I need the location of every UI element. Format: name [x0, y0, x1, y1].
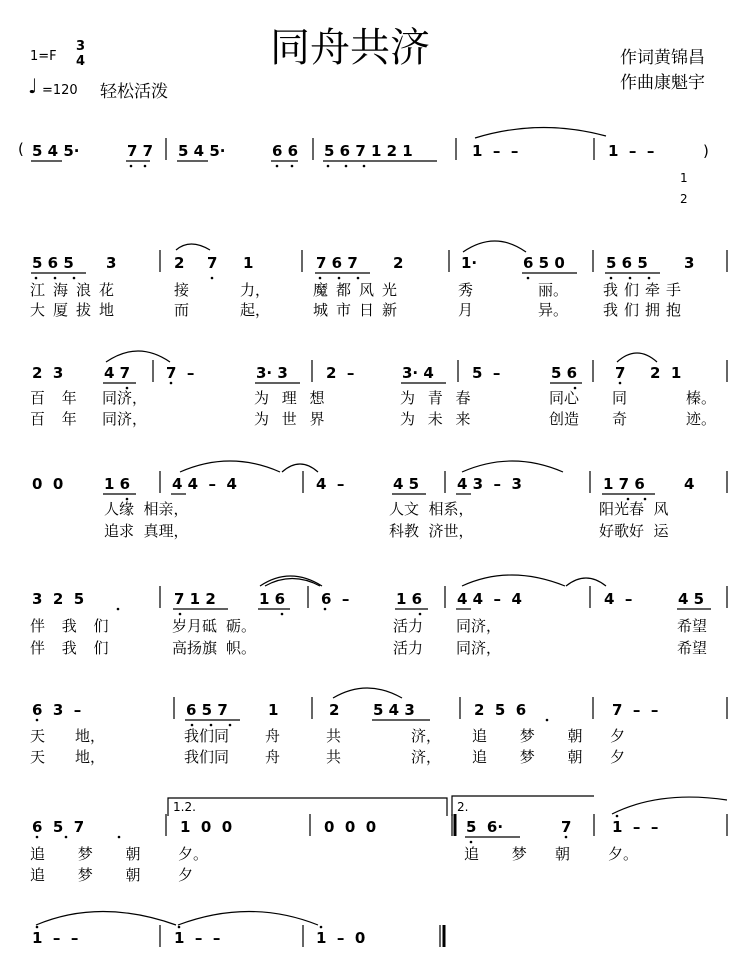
notes-r4-f: 4 3 – 3	[457, 475, 522, 493]
lyric-r7-v1-d: 朝	[555, 845, 571, 863]
notes-r5-c: 1 6	[259, 590, 286, 608]
lyric-r4-v1-c: 阳光春 风	[599, 500, 669, 518]
slur	[180, 461, 280, 472]
notes-r7-a: 6 5 7	[32, 818, 85, 836]
lyric-r5-v2-e: 同济，	[456, 639, 502, 657]
notes-r2-c: 2	[174, 254, 185, 272]
notes-r3-h: 5 6	[551, 364, 578, 382]
octave-dots	[35, 165, 651, 929]
notes-r5-a: 3 2 5	[32, 590, 85, 608]
lower-octave-dot	[338, 277, 341, 280]
lower-octave-dot	[229, 724, 232, 727]
lyric-r2-v1-a: 江海浪花	[30, 281, 123, 299]
notes-r2-g: 2	[393, 254, 404, 272]
lower-octave-dot	[210, 724, 213, 727]
lyric-r2-v1-c: 力，	[240, 281, 271, 299]
notes-r2-b: 3	[106, 254, 117, 272]
verse-number-1: 1	[680, 171, 688, 185]
verse-number-2: 2	[680, 192, 688, 206]
notes-r2-h: 1·	[461, 254, 478, 272]
lower-octave-dot	[170, 382, 173, 385]
notes-r4-b: 1 6	[104, 475, 131, 493]
notes-r6-b: 6 5 7	[186, 701, 228, 719]
lyric-r2-v2-f: 异。	[538, 301, 569, 319]
lower-octave-dot	[36, 836, 39, 839]
notes-r6-d: 2	[329, 701, 340, 719]
slur	[612, 797, 727, 814]
upper-octave-dot	[36, 926, 39, 929]
lyric-r3-v2-b: 同济，	[102, 410, 148, 428]
notes-r1-m5: 1 – –	[608, 142, 655, 160]
notes-r2-a: 5 6 5	[32, 254, 74, 272]
lyric-r3-v1-b: 同济，	[102, 389, 148, 407]
notes-r1-m1a: 5 4 5·	[32, 142, 80, 160]
lyric-r6-v1-a: 天	[30, 727, 46, 745]
lyric-r3-v2-f: 奇	[612, 410, 628, 428]
lyric-r5-v1-b: 岁月砥	[172, 617, 218, 635]
lyric-r3-v2-c: 为 世 界	[254, 410, 329, 428]
lower-octave-dot	[319, 277, 322, 280]
notes-r7-d: 5 6·	[466, 818, 504, 836]
lower-octave-dot	[357, 277, 360, 280]
lower-octave-dot	[179, 613, 182, 616]
notes-r1-m2a: 5 4 5·	[178, 142, 226, 160]
lower-octave-dot	[281, 613, 284, 616]
lower-octave-dot	[54, 277, 57, 280]
lower-octave-dot	[130, 165, 133, 168]
lyric-r6-v2-b: 地，	[75, 748, 106, 766]
notes-r6-g: 7 – –	[612, 701, 659, 719]
notes-r5-b: 7 1 2	[174, 590, 216, 608]
notes-r1-m3: 5 6 7 1 2 1	[324, 142, 413, 160]
lyric-r6-v2-h: 夕	[610, 748, 626, 766]
lower-octave-dot	[117, 608, 120, 611]
lower-octave-dot	[574, 387, 577, 390]
lower-octave-dot	[610, 277, 613, 280]
lower-octave-dot	[648, 277, 651, 280]
notes-r5-f: 4 4 – 4	[457, 590, 522, 608]
notes-r2-d: 7	[207, 254, 218, 272]
lyric-r2-v1-e: 秀	[458, 281, 474, 299]
lyric-r5-v1-f: 希望	[677, 617, 708, 635]
lyric-r5-v2-c: 帜。	[226, 639, 257, 657]
lower-octave-dot	[644, 498, 647, 501]
lower-octave-dot	[276, 165, 279, 168]
quarter-note-icon: ♩	[28, 74, 38, 98]
expression-marking: 轻松活泼	[100, 82, 168, 102]
notes-r4-g: 1 7 6	[603, 475, 645, 493]
key-signature: 1=F	[30, 49, 57, 64]
lyric-r3-v1-c: 为 理 想	[254, 389, 329, 407]
notes-r3-f: 3· 4	[402, 364, 434, 382]
slur	[333, 688, 402, 698]
lyric-r2-v2-c: 起，	[240, 301, 271, 319]
lyric-r6-v1-b: 地，	[75, 727, 106, 745]
notes-r5-g: 4 –	[604, 590, 633, 608]
lower-octave-dot	[619, 382, 622, 385]
notes-r2-k: 3	[684, 254, 695, 272]
lyric-r3-v2-d: 为 未 来	[400, 410, 475, 428]
composer-credit: 作曲康魁宇	[620, 73, 705, 93]
lower-octave-dot	[419, 613, 422, 616]
notes-r3-e: 2 –	[326, 364, 355, 382]
lyric-r2-v2-a: 大厦拔地	[30, 301, 123, 319]
lyric-r2-v2-e: 月	[458, 301, 474, 319]
lyric-r3-v1-d: 为 青 春	[400, 389, 475, 407]
slur	[106, 351, 170, 362]
notes-r3-d: 3· 3	[256, 364, 288, 382]
lyric-r6-v1-c: 我们同	[184, 727, 230, 745]
slur	[176, 244, 210, 250]
lyric-r2-v1-b: 接	[174, 281, 190, 299]
lower-octave-dot	[527, 277, 530, 280]
lyric-r5-v1-d: 活力	[393, 617, 424, 635]
lower-octave-dot	[35, 277, 38, 280]
notes-r6-e: 5 4 3	[373, 701, 415, 719]
lower-octave-dot	[327, 165, 330, 168]
slur	[178, 912, 318, 926]
notes-r1-m4: 1 – –	[472, 142, 519, 160]
notes-r7-e: 7	[561, 818, 572, 836]
volta-2-label: 2.	[457, 800, 469, 814]
lyric-r4-v1-a: 人缘 相亲，	[104, 500, 189, 518]
lyric-r6-v2-c: 我们同	[184, 748, 230, 766]
notes-r3-a: 2 3	[32, 364, 64, 382]
notes-r1-m1b: 7 7	[127, 142, 154, 160]
lyric-r3-v1-g: 榛。	[686, 389, 717, 407]
lower-octave-dot	[191, 724, 194, 727]
notes-r7-c: 0 0 0	[324, 818, 377, 836]
lyric-r6-v1-g: 追 梦 朝	[472, 727, 597, 745]
lyric-r5-v1-e: 同济，	[456, 617, 502, 635]
slur	[566, 578, 606, 586]
time-signature-top: 3	[76, 39, 86, 54]
time-signature-bottom: 4	[76, 54, 86, 69]
slur	[462, 575, 565, 586]
lyric-r3-v1-a: 百 年	[30, 389, 83, 407]
upper-octave-dot	[178, 926, 181, 929]
lyric-r5-v2-a: 伴 我 们	[30, 639, 115, 657]
lyric-r2-v1-g: 我们牵手	[603, 281, 688, 299]
notes-r4-h: 4	[684, 475, 695, 493]
lyric-r5-v2-b: 高扬旗	[172, 639, 218, 657]
lyric-r7-v1-a: 追 梦 朝	[30, 845, 155, 863]
lyric-r2-v1-f: 丽。	[538, 281, 569, 299]
lyric-r7-v2-a: 追 梦 朝	[30, 866, 155, 884]
lyric-r7-v1-e: 夕。	[608, 845, 639, 863]
lyric-r3-v1-f: 同	[612, 389, 628, 407]
lyric-r3-v1-e: 同心	[549, 389, 580, 407]
lyric-r2-v2-g: 我们拥抱	[603, 301, 688, 319]
notes-r4-c: 4 4 – 4	[172, 475, 237, 493]
lower-octave-dot	[546, 719, 549, 722]
lyric-r7-v1-c: 追 梦	[464, 845, 541, 863]
notes-r5-e: 1 6	[396, 590, 423, 608]
lower-octave-dot	[291, 165, 294, 168]
lyric-r5-v2-f: 希望	[677, 639, 708, 657]
lyric-r5-v1-c: 砺。	[226, 617, 257, 635]
lyric-r2-v1-d: 魔都风光	[313, 281, 406, 299]
lyric-r6-v1-d: 舟	[265, 727, 281, 745]
lyric-r3-v2-e: 创造	[549, 410, 580, 428]
lyric-r6-v1-h: 夕	[610, 727, 626, 745]
notes-r2-e: 1	[243, 254, 254, 272]
notes-r3-g: 5 –	[472, 364, 501, 382]
lower-octave-dot	[144, 165, 147, 168]
lyric-r3-v2-g: 迹。	[686, 410, 717, 428]
notes-r2-j: 5 6 5	[606, 254, 648, 272]
notes-r3-j: 2 1	[650, 364, 682, 382]
lower-octave-dot	[118, 836, 121, 839]
notes-r6-f: 2 5 6	[474, 701, 527, 719]
notes-r8-c: 1 – 0	[316, 929, 366, 947]
slur	[260, 576, 322, 586]
lower-octave-dot	[36, 719, 39, 722]
lyric-r6-v2-g: 追 梦 朝	[472, 748, 597, 766]
lyric-r2-v2-d: 城市日新	[313, 301, 406, 319]
lower-octave-dot	[629, 277, 632, 280]
lyric-r6-v1-e: 共	[326, 727, 342, 745]
lower-octave-dot	[126, 498, 129, 501]
intro-open-paren: (	[18, 140, 24, 158]
lyric-r3-v2-a: 百 年	[30, 410, 83, 428]
lower-octave-dot	[211, 277, 214, 280]
lyric-r6-v2-e: 共	[326, 748, 342, 766]
lower-octave-dot	[65, 836, 68, 839]
lyric-r7-v1-b: 夕。	[178, 845, 209, 863]
lower-octave-dot	[324, 608, 327, 611]
lyric-r4-v2-a: 追求 真理，	[104, 522, 189, 540]
notes-r6-a: 6 3 –	[32, 701, 82, 719]
slur	[463, 241, 526, 252]
notes-r5-h: 4 5	[678, 590, 705, 608]
notes-r8-a: 1 – –	[32, 929, 79, 947]
slur	[36, 912, 176, 926]
volta-2-bracket	[452, 796, 594, 816]
lower-octave-dot	[363, 165, 366, 168]
lyric-r6-v2-a: 天	[30, 748, 46, 766]
notes-r3-i: 7	[615, 364, 626, 382]
notes-r2-i: 6 5 0	[523, 254, 565, 272]
lyric-r4-v2-b: 科教 济世，	[389, 522, 474, 540]
notes-r4-e: 4 5	[393, 475, 420, 493]
lower-octave-dot	[627, 498, 630, 501]
notes-r4-a: 0 0	[32, 475, 64, 493]
upper-octave-dot	[616, 815, 619, 818]
volta-1-bracket	[168, 798, 447, 816]
notes-r8-b: 1 – –	[174, 929, 221, 947]
notes-r3-c: 7 –	[166, 364, 195, 382]
slur	[475, 127, 606, 138]
notes-r3-b: 4 7	[104, 364, 131, 382]
notes-r1-m2b: 6 6	[272, 142, 299, 160]
lyric-r2-v2-b: 而	[174, 301, 190, 319]
lower-octave-dot	[126, 387, 129, 390]
slur	[462, 461, 563, 472]
lower-octave-dot	[345, 165, 348, 168]
lyricist-credit: 作词黄锦昌	[620, 48, 705, 68]
notes-r4-d: 4 –	[316, 475, 345, 493]
lyric-r6-v2-f: 济，	[411, 748, 442, 766]
lyric-r6-v1-f: 济，	[411, 727, 442, 745]
upper-octave-dot	[320, 926, 323, 929]
lyric-r4-v1-b: 人文 相系，	[389, 500, 474, 518]
lyric-r5-v2-d: 活力	[393, 639, 424, 657]
notes-r5-d: 6 –	[321, 590, 350, 608]
lyric-r5-v1-a: 伴 我 们	[30, 617, 115, 635]
notes-r7-b: 1 0 0	[180, 818, 233, 836]
notes-r6-c: 1	[268, 701, 279, 719]
song-title: 同舟共济	[270, 25, 430, 71]
lower-octave-dot	[470, 841, 473, 844]
lower-octave-dot	[565, 836, 568, 839]
lyric-r4-v2-c: 好歌好 运	[599, 522, 669, 540]
lower-octave-dot	[73, 277, 76, 280]
tempo-marking: =120	[42, 83, 78, 98]
notes-r7-f: 1 – –	[612, 818, 659, 836]
lyric-r7-v2-b: 夕	[178, 866, 194, 884]
notes-r2-f: 7 6 7	[316, 254, 358, 272]
intro-close-paren: )	[703, 142, 709, 160]
slur	[282, 464, 318, 472]
volta-1-label: 1.2.	[173, 800, 196, 814]
slur	[617, 353, 657, 362]
lyric-r6-v2-d: 舟	[265, 748, 281, 766]
